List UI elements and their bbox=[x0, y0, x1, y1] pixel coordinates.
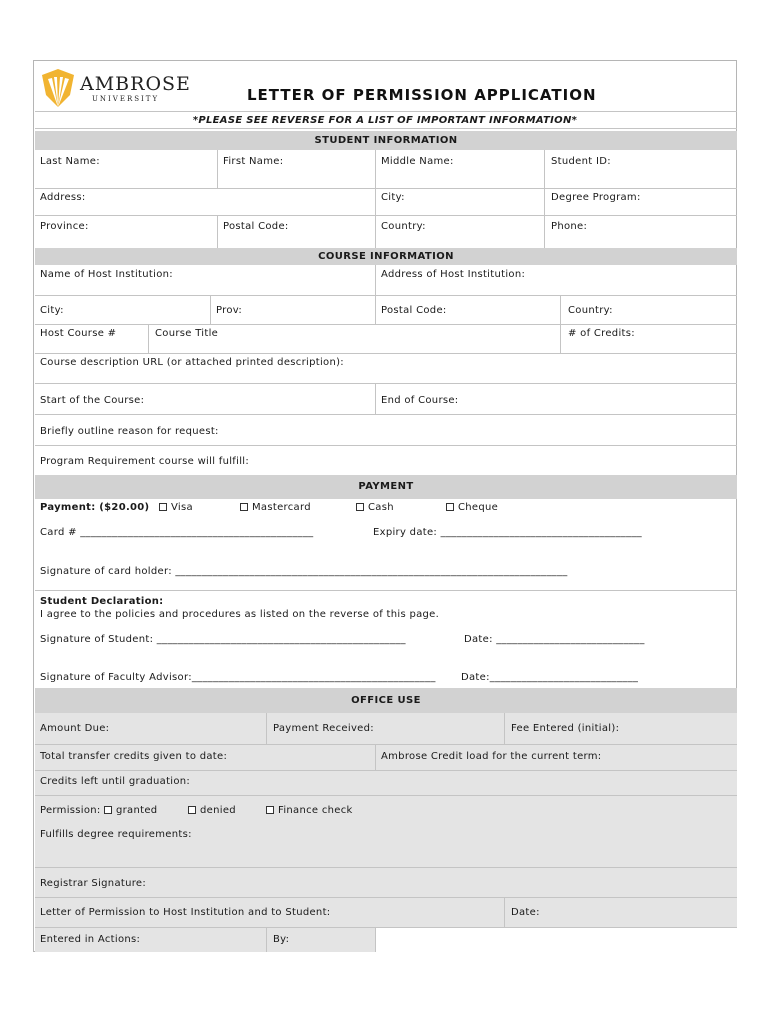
expiry-date-field[interactable]: Expiry date: ______________________________________ bbox=[373, 527, 642, 538]
amount-due-field[interactable]: Amount Due: bbox=[40, 723, 110, 734]
finance-check-label: Finance check bbox=[278, 805, 353, 816]
denied-label: denied bbox=[200, 805, 236, 816]
advisor-signature-field[interactable]: Signature of Faculty Advisor:______________________________________________ bbox=[40, 672, 436, 683]
credits-field[interactable]: # of Credits: bbox=[568, 328, 635, 339]
divider bbox=[35, 215, 737, 216]
divider bbox=[210, 295, 211, 325]
divider bbox=[35, 744, 737, 745]
student-signature-field[interactable]: Signature of Student: _______________________________________________ bbox=[40, 634, 406, 645]
registrar-signature-field[interactable]: Registrar Signature: bbox=[40, 878, 147, 889]
entered-in-actions-field[interactable]: Entered in Actions: bbox=[40, 934, 141, 945]
divider bbox=[35, 188, 737, 189]
blank-cell bbox=[376, 928, 737, 952]
form-subtitle: *PLEASE SEE REVERSE FOR A LIST OF IMPORTANT INFORMATION* bbox=[192, 115, 578, 126]
divider bbox=[375, 383, 376, 414]
credits-left-field[interactable]: Credits left until graduation: bbox=[40, 776, 191, 787]
middle-name-field[interactable]: Middle Name: bbox=[381, 156, 454, 167]
letter-date-field[interactable]: Date: bbox=[511, 907, 540, 918]
divider bbox=[148, 324, 149, 353]
student-id-field[interactable]: Student ID: bbox=[551, 156, 611, 167]
divider bbox=[375, 295, 376, 325]
office-use-heading: OFFICE USE bbox=[35, 688, 737, 713]
divider bbox=[35, 445, 737, 446]
declaration-text: I agree to the policies and procedures as listed on the reverse of this page. bbox=[40, 609, 440, 620]
address-field[interactable]: Address: bbox=[40, 192, 86, 203]
divider bbox=[35, 324, 737, 325]
payment-label: Payment: ($20.00) bbox=[40, 502, 150, 513]
card-number-field[interactable]: Card # ____________________________________________ bbox=[40, 527, 314, 538]
mastercard-label: Mastercard bbox=[252, 502, 311, 513]
divider bbox=[504, 897, 505, 927]
checkbox-icon bbox=[159, 503, 167, 511]
divider bbox=[35, 590, 737, 591]
logo-name: AMBROSE bbox=[80, 73, 191, 95]
cheque-label: Cheque bbox=[458, 502, 499, 513]
course-city-field[interactable]: City: bbox=[40, 305, 64, 316]
student-date-field[interactable]: Date: ____________________________ bbox=[464, 634, 645, 645]
divider bbox=[217, 215, 218, 248]
first-name-field[interactable]: First Name: bbox=[223, 156, 284, 167]
divider bbox=[35, 414, 737, 415]
divider bbox=[35, 770, 737, 771]
country-field[interactable]: Country: bbox=[381, 221, 426, 232]
divider bbox=[266, 927, 267, 952]
divider bbox=[375, 265, 376, 295]
course-title-field[interactable]: Course Title bbox=[155, 328, 219, 339]
prov-field[interactable]: Prov: bbox=[216, 305, 243, 316]
application-form bbox=[33, 60, 737, 952]
province-field[interactable]: Province: bbox=[40, 221, 89, 232]
logo-subname: UNIVERSITY bbox=[92, 95, 160, 103]
advisor-date-field[interactable]: Date:____________________________ bbox=[461, 672, 639, 683]
divider bbox=[35, 383, 737, 384]
divider bbox=[35, 353, 737, 354]
mastercard-checkbox[interactable] bbox=[240, 502, 311, 513]
divider bbox=[544, 150, 545, 248]
divider bbox=[35, 867, 737, 868]
divider bbox=[35, 111, 737, 112]
degree-program-field[interactable]: Degree Program: bbox=[551, 192, 641, 203]
payment-received-field[interactable]: Payment Received: bbox=[273, 723, 374, 734]
finance-check-checkbox[interactable] bbox=[266, 805, 353, 816]
divider bbox=[35, 295, 737, 296]
postal-code-field[interactable]: Postal Code: bbox=[223, 221, 289, 232]
course-info-heading: COURSE INFORMATION bbox=[35, 248, 737, 265]
by-field[interactable]: By: bbox=[273, 934, 290, 945]
course-country-field[interactable]: Country: bbox=[568, 305, 613, 316]
granted-checkbox[interactable] bbox=[104, 805, 157, 816]
divider bbox=[375, 744, 376, 770]
divider bbox=[504, 713, 505, 744]
card-holder-signature-field[interactable]: Signature of card holder: __________________________________________________________________________ bbox=[40, 566, 568, 577]
credit-load-field[interactable]: Ambrose Credit load for the current term: bbox=[381, 751, 602, 762]
declaration-title: Student Declaration: bbox=[40, 596, 164, 607]
permission-label: Permission: bbox=[40, 805, 101, 816]
divider bbox=[35, 795, 737, 796]
fee-entered-field[interactable]: Fee Entered (initial): bbox=[511, 723, 620, 734]
student-info-heading: STUDENT INFORMATION bbox=[35, 131, 737, 150]
host-course-number-field[interactable]: Host Course # bbox=[40, 328, 117, 339]
phone-field[interactable]: Phone: bbox=[551, 221, 588, 232]
divider bbox=[35, 128, 737, 129]
city-field[interactable]: City: bbox=[381, 192, 405, 203]
divider bbox=[266, 713, 267, 744]
host-address-field[interactable]: Address of Host Institution: bbox=[381, 269, 526, 280]
program-requirement-field[interactable]: Program Requirement course will fulfill: bbox=[40, 456, 250, 467]
denied-checkbox[interactable] bbox=[188, 805, 236, 816]
visa-label: Visa bbox=[171, 502, 193, 513]
payment-heading: PAYMENT bbox=[35, 475, 737, 499]
form-title: LETTER OF PERMISSION APPLICATION bbox=[247, 86, 597, 104]
course-description-url-field[interactable]: Course description URL (or attached printed description): bbox=[40, 357, 344, 368]
cash-checkbox[interactable] bbox=[356, 502, 394, 513]
divider bbox=[375, 150, 376, 248]
checkbox-icon bbox=[104, 806, 112, 814]
divider bbox=[35, 897, 737, 898]
granted-label: granted bbox=[116, 805, 158, 816]
last-name-field[interactable]: Last Name: bbox=[40, 156, 100, 167]
checkbox-icon bbox=[240, 503, 248, 511]
checkbox-icon bbox=[266, 806, 274, 814]
total-credits-field[interactable]: Total transfer credits given to date: bbox=[40, 751, 228, 762]
host-institution-field[interactable]: Name of Host Institution: bbox=[40, 269, 173, 280]
checkbox-icon bbox=[446, 503, 454, 511]
cash-label: Cash bbox=[368, 502, 394, 513]
divider bbox=[217, 150, 218, 188]
letter-of-permission-field[interactable]: Letter of Permission to Host Institution and to Student: bbox=[40, 907, 331, 918]
course-start-field[interactable]: Start of the Course: bbox=[40, 395, 145, 406]
visa-checkbox[interactable] bbox=[159, 502, 193, 513]
fulfills-requirements-field[interactable]: Fulfills degree requirements: bbox=[40, 829, 192, 840]
checkbox-icon bbox=[188, 806, 196, 814]
reason-field[interactable]: Briefly outline reason for request: bbox=[40, 426, 219, 437]
course-end-field[interactable]: End of Course: bbox=[381, 395, 459, 406]
course-postal-code-field[interactable]: Postal Code: bbox=[381, 305, 447, 316]
cheque-checkbox[interactable] bbox=[446, 502, 498, 513]
checkbox-icon bbox=[356, 503, 364, 511]
ambrose-logo bbox=[40, 67, 191, 111]
